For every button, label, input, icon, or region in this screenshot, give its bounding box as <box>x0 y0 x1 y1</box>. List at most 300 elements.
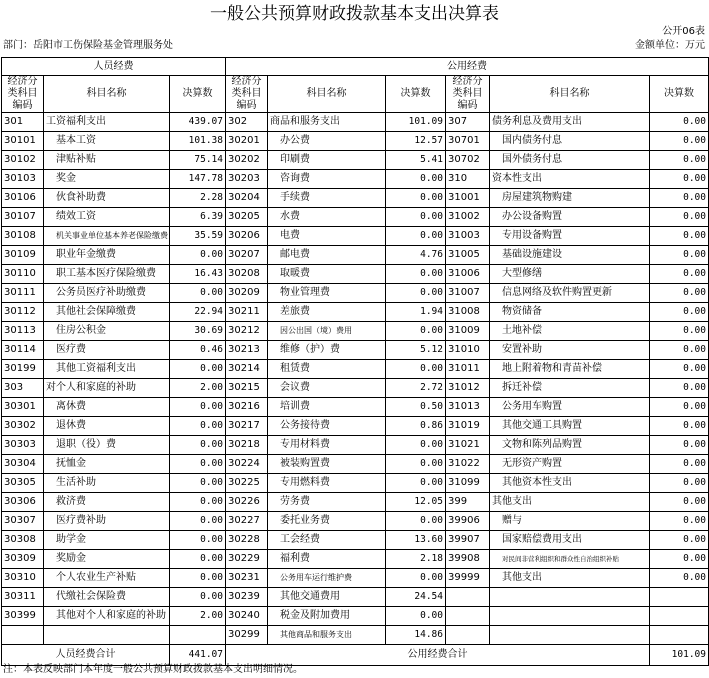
personnel-name-cell: 住房公积金 <box>44 322 170 341</box>
personnel-code-cell: 30106 <box>2 189 44 208</box>
personnel-name-cell: 抚恤金 <box>44 455 170 474</box>
personnel-code-cell: 30302 <box>2 417 44 436</box>
public-b-code-cell: 399 <box>446 493 490 512</box>
public-a-name-cell: 会议费 <box>268 379 386 398</box>
public-a-amount-cell: 0.00 <box>386 227 446 246</box>
public-a-name-cell: 租赁费 <box>268 360 386 379</box>
public-a-code-cell: 30205 <box>226 208 268 227</box>
public-b-name-cell: 办公设备购置 <box>490 208 650 227</box>
col-header-code: 经济分类科目编码 <box>446 76 490 113</box>
public-a-name-cell: 商品和服务支出 <box>268 113 386 132</box>
personnel-name-cell: 绩效工资 <box>44 208 170 227</box>
public-b-amount-cell: 0.00 <box>650 360 709 379</box>
personnel-amount-cell: 439.07 <box>170 113 226 132</box>
public-a-name-cell: 其他交通费用 <box>268 588 386 607</box>
public-b-amount-cell <box>650 588 709 607</box>
public-a-amount-cell: 5.41 <box>386 151 446 170</box>
personnel-code-cell: 30310 <box>2 569 44 588</box>
public-a-name-cell: 手续费 <box>268 189 386 208</box>
personnel-name-cell: 离休费 <box>44 398 170 417</box>
public-b-code-cell: 30702 <box>446 151 490 170</box>
public-b-amount-cell: 0.00 <box>650 246 709 265</box>
public-b-code-cell: 31009 <box>446 322 490 341</box>
footnote: 注：本表反映部门本年度一般公共预算财政拨款基本支出明细情况。 <box>3 664 303 675</box>
public-a-amount-cell: 14.86 <box>386 626 446 645</box>
public-a-amount-cell: 0.00 <box>386 436 446 455</box>
personnel-total-label: 人员经费合计 <box>2 645 170 666</box>
personnel-name-cell: 生活补助 <box>44 474 170 493</box>
col-header-code: 经济分类科目编码 <box>226 76 268 113</box>
personnel-name-cell: 其他社会保障缴费 <box>44 303 170 322</box>
public-a-amount-cell: 0.00 <box>386 512 446 531</box>
personnel-code-cell <box>2 626 44 645</box>
table-row <box>2 170 709 189</box>
public-b-amount-cell: 0.00 <box>650 512 709 531</box>
public-b-code-cell: 31019 <box>446 417 490 436</box>
personnel-code-cell: 303 <box>2 379 44 398</box>
public-a-code-cell: 30211 <box>226 303 268 322</box>
personnel-code-cell: 30109 <box>2 246 44 265</box>
form-code: 公开06表 <box>662 26 705 37</box>
public-b-code-cell: 31003 <box>446 227 490 246</box>
public-b-name-cell: 无形资产购置 <box>490 455 650 474</box>
table-row <box>2 303 709 322</box>
personnel-code-cell: 30301 <box>2 398 44 417</box>
public-b-code-cell: 31006 <box>446 265 490 284</box>
public-b-name-cell: 对民间非营利组织和群众性自治组织补贴 <box>490 550 650 569</box>
public-b-name-cell: 债务利息及费用支出 <box>490 113 650 132</box>
personnel-amount-cell: 75.14 <box>170 151 226 170</box>
public-b-name-cell: 物资储备 <box>490 303 650 322</box>
public-a-amount-cell: 2.18 <box>386 550 446 569</box>
public-a-amount-cell: 12.05 <box>386 493 446 512</box>
table-row <box>2 607 709 626</box>
public-b-name-cell: 基础设施建设 <box>490 246 650 265</box>
public-b-code-cell: 31008 <box>446 303 490 322</box>
table-row <box>2 379 709 398</box>
public-a-code-cell: 30240 <box>226 607 268 626</box>
table-row <box>2 436 709 455</box>
public-a-code-cell: 30212 <box>226 322 268 341</box>
public-b-name-cell: 其他交通工具购置 <box>490 417 650 436</box>
personnel-code-cell: 30308 <box>2 531 44 550</box>
personnel-name-cell: 退休费 <box>44 417 170 436</box>
public-a-code-cell: 30209 <box>226 284 268 303</box>
personnel-code-cell: 30111 <box>2 284 44 303</box>
public-b-amount-cell: 0.00 <box>650 151 709 170</box>
personnel-code-cell: 30305 <box>2 474 44 493</box>
public-b-amount-cell: 0.00 <box>650 493 709 512</box>
public-b-amount-cell: 0.00 <box>650 341 709 360</box>
public-b-code-cell: 31001 <box>446 189 490 208</box>
public-a-amount-cell: 0.00 <box>386 607 446 626</box>
table-row <box>2 132 709 151</box>
personnel-name-cell: 津贴补贴 <box>44 151 170 170</box>
personnel-amount-cell: 0.00 <box>170 436 226 455</box>
public-b-amount-cell: 0.00 <box>650 417 709 436</box>
col-header-amount: 决算数 <box>650 76 709 113</box>
public-b-name-cell: 文物和陈列品购置 <box>490 436 650 455</box>
public-b-name-cell: 国外债务付息 <box>490 151 650 170</box>
public-b-code-cell: 39999 <box>446 569 490 588</box>
table-row <box>2 113 709 132</box>
public-a-code-cell: 30239 <box>226 588 268 607</box>
public-b-amount-cell: 0.00 <box>650 227 709 246</box>
public-b-amount-cell: 0.00 <box>650 379 709 398</box>
public-b-code-cell: 31010 <box>446 341 490 360</box>
public-b-name-cell: 其他资本性支出 <box>490 474 650 493</box>
public-b-code-cell <box>446 607 490 626</box>
public-b-code-cell: 31011 <box>446 360 490 379</box>
public-b-name-cell <box>490 588 650 607</box>
public-b-code-cell: 31007 <box>446 284 490 303</box>
public-a-amount-cell: 5.12 <box>386 341 446 360</box>
personnel-code-cell: 30113 <box>2 322 44 341</box>
public-b-code-cell: 31012 <box>446 379 490 398</box>
public-b-amount-cell: 0.00 <box>650 208 709 227</box>
public-b-code-cell: 31021 <box>446 436 490 455</box>
public-a-code-cell: 30204 <box>226 189 268 208</box>
personnel-amount-cell: 0.00 <box>170 284 226 303</box>
public-a-code-cell: 30299 <box>226 626 268 645</box>
personnel-name-cell: 基本工资 <box>44 132 170 151</box>
public-b-name-cell: 国内债务付息 <box>490 132 650 151</box>
public-a-amount-cell: 2.72 <box>386 379 446 398</box>
personnel-code-cell: 30399 <box>2 607 44 626</box>
public-a-amount-cell: 0.50 <box>386 398 446 417</box>
public-a-code-cell: 30207 <box>226 246 268 265</box>
table-row <box>2 265 709 284</box>
personnel-amount-cell: 0.00 <box>170 588 226 607</box>
table-row <box>2 208 709 227</box>
col-header-amount: 决算数 <box>386 76 446 113</box>
public-b-amount-cell: 0.00 <box>650 284 709 303</box>
public-a-amount-cell: 0.00 <box>386 322 446 341</box>
public-b-name-cell: 大型修缮 <box>490 265 650 284</box>
public-b-code-cell: 31002 <box>446 208 490 227</box>
public-b-amount-cell: 0.00 <box>650 170 709 189</box>
public-a-name-cell: 差旅费 <box>268 303 386 322</box>
public-a-code-cell: 30215 <box>226 379 268 398</box>
public-a-code-cell: 30228 <box>226 531 268 550</box>
public-a-code-cell: 30203 <box>226 170 268 189</box>
public-a-amount-cell: 0.00 <box>386 208 446 227</box>
personnel-name-cell: 代缴社会保险费 <box>44 588 170 607</box>
personnel-amount-cell: 0.00 <box>170 417 226 436</box>
public-a-name-cell: 物业管理费 <box>268 284 386 303</box>
public-b-code-cell: 30701 <box>446 132 490 151</box>
public-b-code-cell: 39907 <box>446 531 490 550</box>
public-b-amount-cell: 0.00 <box>650 398 709 417</box>
public-b-amount-cell: 0.00 <box>650 132 709 151</box>
personnel-code-cell: 30307 <box>2 512 44 531</box>
personnel-code-cell: 30199 <box>2 360 44 379</box>
public-a-amount-cell: 4.76 <box>386 246 446 265</box>
public-a-code-cell: 30216 <box>226 398 268 417</box>
public-b-code-cell: 307 <box>446 113 490 132</box>
public-b-amount-cell <box>650 626 709 645</box>
public-a-name-cell: 取暖费 <box>268 265 386 284</box>
public-a-amount-cell: 0.00 <box>386 265 446 284</box>
public-a-code-cell: 30231 <box>226 569 268 588</box>
public-b-amount-cell: 0.00 <box>650 531 709 550</box>
personnel-amount-cell: 101.38 <box>170 132 226 151</box>
public-b-name-cell: 专用设备购置 <box>490 227 650 246</box>
public-a-name-cell: 公务接待费 <box>268 417 386 436</box>
personnel-amount-cell: 2.28 <box>170 189 226 208</box>
personnel-amount-cell: 2.00 <box>170 379 226 398</box>
public-a-code-cell: 302 <box>226 113 268 132</box>
public-a-name-cell: 被装购置费 <box>268 455 386 474</box>
personnel-amount-cell: 16.43 <box>170 265 226 284</box>
public-b-name-cell: 安置补助 <box>490 341 650 360</box>
public-b-name-cell: 房屋建筑物购建 <box>490 189 650 208</box>
public-a-code-cell: 30201 <box>226 132 268 151</box>
col-header-name: 科目名称 <box>490 76 650 113</box>
public-b-name-cell: 地上附着物和青苗补偿 <box>490 360 650 379</box>
public-b-code-cell <box>446 626 490 645</box>
table-row <box>2 417 709 436</box>
personnel-amount-cell: 0.00 <box>170 455 226 474</box>
public-a-name-cell: 专用材料费 <box>268 436 386 455</box>
public-a-name-cell: 办公费 <box>268 132 386 151</box>
col-header-amount: 决算数 <box>170 76 226 113</box>
public-section-header: 公用经费 <box>226 58 709 76</box>
public-a-name-cell: 咨询费 <box>268 170 386 189</box>
personnel-name-cell: 工资福利支出 <box>44 113 170 132</box>
public-a-name-cell: 邮电费 <box>268 246 386 265</box>
public-a-name-cell: 工会经费 <box>268 531 386 550</box>
public-b-name-cell: 资本性支出 <box>490 170 650 189</box>
public-b-amount-cell: 0.00 <box>650 189 709 208</box>
public-b-name-cell: 土地补偿 <box>490 322 650 341</box>
personnel-name-cell: 助学金 <box>44 531 170 550</box>
public-a-name-cell: 公务用车运行维护费 <box>268 569 386 588</box>
personnel-total-value: 441.07 <box>170 645 226 666</box>
public-a-amount-cell: 101.09 <box>386 113 446 132</box>
public-a-amount-cell: 0.00 <box>386 189 446 208</box>
public-b-amount-cell: 0.00 <box>650 550 709 569</box>
table-row <box>2 531 709 550</box>
personnel-amount-cell: 6.39 <box>170 208 226 227</box>
personnel-name-cell: 奖金 <box>44 170 170 189</box>
personnel-code-cell: 30103 <box>2 170 44 189</box>
col-header-name: 科目名称 <box>268 76 386 113</box>
personnel-amount-cell: 30.69 <box>170 322 226 341</box>
personnel-name-cell: 医疗费 <box>44 341 170 360</box>
personnel-amount-cell: 0.00 <box>170 531 226 550</box>
personnel-amount-cell <box>170 626 226 645</box>
public-a-amount-cell: 12.57 <box>386 132 446 151</box>
public-b-code-cell: 310 <box>446 170 490 189</box>
public-a-name-cell: 电费 <box>268 227 386 246</box>
table-row <box>2 227 709 246</box>
public-b-amount-cell <box>650 607 709 626</box>
public-b-code-cell: 39906 <box>446 512 490 531</box>
public-a-name-cell: 培训费 <box>268 398 386 417</box>
report-title: 一般公共预算财政拨款基本支出决算表 <box>210 4 499 24</box>
public-b-code-cell <box>446 588 490 607</box>
table-row <box>2 360 709 379</box>
public-b-name-cell: 公务用车购置 <box>490 398 650 417</box>
public-a-amount-cell: 13.60 <box>386 531 446 550</box>
personnel-amount-cell: 147.78 <box>170 170 226 189</box>
public-a-code-cell: 30225 <box>226 474 268 493</box>
personnel-code-cell: 301 <box>2 113 44 132</box>
public-a-code-cell: 30214 <box>226 360 268 379</box>
public-a-code-cell: 30224 <box>226 455 268 474</box>
public-a-name-cell: 税金及附加费用 <box>268 607 386 626</box>
public-a-amount-cell: 0.00 <box>386 170 446 189</box>
public-b-amount-cell: 0.00 <box>650 113 709 132</box>
personnel-code-cell: 30112 <box>2 303 44 322</box>
public-b-amount-cell: 0.00 <box>650 455 709 474</box>
personnel-name-cell: 职业年金缴费 <box>44 246 170 265</box>
public-a-name-cell: 劳务费 <box>268 493 386 512</box>
personnel-name-cell: 机关事业单位基本养老保险缴费 <box>44 227 170 246</box>
personnel-amount-cell: 0.00 <box>170 474 226 493</box>
public-b-name-cell: 信息网络及软件购置更新 <box>490 284 650 303</box>
public-a-code-cell: 30206 <box>226 227 268 246</box>
personnel-code-cell: 30108 <box>2 227 44 246</box>
public-a-amount-cell: 24.54 <box>386 588 446 607</box>
personnel-amount-cell: 0.46 <box>170 341 226 360</box>
table-row <box>2 588 709 607</box>
personnel-name-cell: 职工基本医疗保险缴费 <box>44 265 170 284</box>
personnel-amount-cell: 35.59 <box>170 227 226 246</box>
col-header-name: 科目名称 <box>44 76 170 113</box>
public-a-name-cell: 印刷费 <box>268 151 386 170</box>
public-a-amount-cell: 0.00 <box>386 360 446 379</box>
public-a-code-cell: 30227 <box>226 512 268 531</box>
public-a-name-cell: 因公出国（境）费用 <box>268 322 386 341</box>
public-a-code-cell: 30229 <box>226 550 268 569</box>
public-a-amount-cell: 0.00 <box>386 569 446 588</box>
personnel-name-cell: 其他工资福利支出 <box>44 360 170 379</box>
table-row <box>2 512 709 531</box>
personnel-amount-cell: 2.00 <box>170 607 226 626</box>
public-a-name-cell: 水费 <box>268 208 386 227</box>
unit-label: 金额单位：万元 <box>635 40 705 51</box>
public-b-name-cell: 其他支出 <box>490 569 650 588</box>
public-a-name-cell: 委托业务费 <box>268 512 386 531</box>
expenditure-table <box>1 57 709 666</box>
public-b-code-cell: 31013 <box>446 398 490 417</box>
public-b-name-cell: 赠与 <box>490 512 650 531</box>
public-a-code-cell: 30213 <box>226 341 268 360</box>
col-header-code: 经济分类科目编码 <box>2 76 44 113</box>
personnel-name-cell <box>44 626 170 645</box>
public-a-name-cell: 专用燃料费 <box>268 474 386 493</box>
personnel-code-cell: 30304 <box>2 455 44 474</box>
public-a-amount-cell: 0.86 <box>386 417 446 436</box>
public-b-name-cell: 其他支出 <box>490 493 650 512</box>
personnel-amount-cell: 22.94 <box>170 303 226 322</box>
personnel-name-cell: 伙食补助费 <box>44 189 170 208</box>
public-a-code-cell: 30208 <box>226 265 268 284</box>
public-a-code-cell: 30202 <box>226 151 268 170</box>
table-row <box>2 151 709 170</box>
personnel-name-cell: 个人农业生产补贴 <box>44 569 170 588</box>
personnel-amount-cell: 0.00 <box>170 569 226 588</box>
personnel-code-cell: 30110 <box>2 265 44 284</box>
personnel-code-cell: 30114 <box>2 341 44 360</box>
personnel-amount-cell: 0.00 <box>170 512 226 531</box>
table-row <box>2 322 709 341</box>
personnel-amount-cell: 0.00 <box>170 246 226 265</box>
public-a-code-cell: 30217 <box>226 417 268 436</box>
public-b-name-cell: 国家赔偿费用支出 <box>490 531 650 550</box>
table-row <box>2 569 709 588</box>
public-b-amount-cell: 0.00 <box>650 436 709 455</box>
public-b-name-cell <box>490 607 650 626</box>
table-row <box>2 474 709 493</box>
public-b-amount-cell: 0.00 <box>650 474 709 493</box>
personnel-name-cell: 退职（役）费 <box>44 436 170 455</box>
public-total-label: 公用经费合计 <box>226 645 650 666</box>
personnel-amount-cell: 0.00 <box>170 493 226 512</box>
table-row <box>2 189 709 208</box>
public-b-amount-cell: 0.00 <box>650 322 709 341</box>
personnel-name-cell: 救济费 <box>44 493 170 512</box>
personnel-code-cell: 30102 <box>2 151 44 170</box>
personnel-amount-cell: 0.00 <box>170 398 226 417</box>
personnel-code-cell: 30101 <box>2 132 44 151</box>
personnel-name-cell: 对个人和家庭的补助 <box>44 379 170 398</box>
personnel-amount-cell: 0.00 <box>170 550 226 569</box>
public-b-code-cell: 39908 <box>446 550 490 569</box>
personnel-name-cell: 奖励金 <box>44 550 170 569</box>
public-b-name-cell: 拆迁补偿 <box>490 379 650 398</box>
personnel-code-cell: 30306 <box>2 493 44 512</box>
public-a-name-cell: 其他商品和服务支出 <box>268 626 386 645</box>
personnel-amount-cell: 0.00 <box>170 360 226 379</box>
personnel-code-cell: 30303 <box>2 436 44 455</box>
public-a-amount-cell: 0.00 <box>386 284 446 303</box>
public-b-name-cell <box>490 626 650 645</box>
table-row <box>2 246 709 265</box>
table-row <box>2 341 709 360</box>
personnel-name-cell: 其他对个人和家庭的补助 <box>44 607 170 626</box>
public-total-value: 101.09 <box>650 645 709 666</box>
personnel-section-header: 人员经费 <box>2 58 226 76</box>
public-b-amount-cell: 0.00 <box>650 303 709 322</box>
table-row <box>2 626 709 645</box>
public-b-code-cell: 31099 <box>446 474 490 493</box>
public-a-code-cell: 30226 <box>226 493 268 512</box>
public-a-amount-cell: 1.94 <box>386 303 446 322</box>
personnel-name-cell: 医疗费补助 <box>44 512 170 531</box>
public-b-code-cell: 31022 <box>446 455 490 474</box>
table-row <box>2 398 709 417</box>
table-row <box>2 493 709 512</box>
table-row <box>2 455 709 474</box>
personnel-name-cell: 公务员医疗补助缴费 <box>44 284 170 303</box>
department-label: 部门：岳阳市工伤保险基金管理服务处 <box>3 40 173 51</box>
public-a-code-cell: 30218 <box>226 436 268 455</box>
public-b-amount-cell: 0.00 <box>650 569 709 588</box>
public-a-name-cell: 福利费 <box>268 550 386 569</box>
personnel-code-cell: 30311 <box>2 588 44 607</box>
public-b-amount-cell: 0.00 <box>650 265 709 284</box>
table-row <box>2 284 709 303</box>
table-row <box>2 550 709 569</box>
public-a-amount-cell: 0.00 <box>386 455 446 474</box>
public-b-code-cell: 31005 <box>446 246 490 265</box>
public-a-name-cell: 维修（护）费 <box>268 341 386 360</box>
personnel-code-cell: 30309 <box>2 550 44 569</box>
public-a-amount-cell: 0.00 <box>386 474 446 493</box>
